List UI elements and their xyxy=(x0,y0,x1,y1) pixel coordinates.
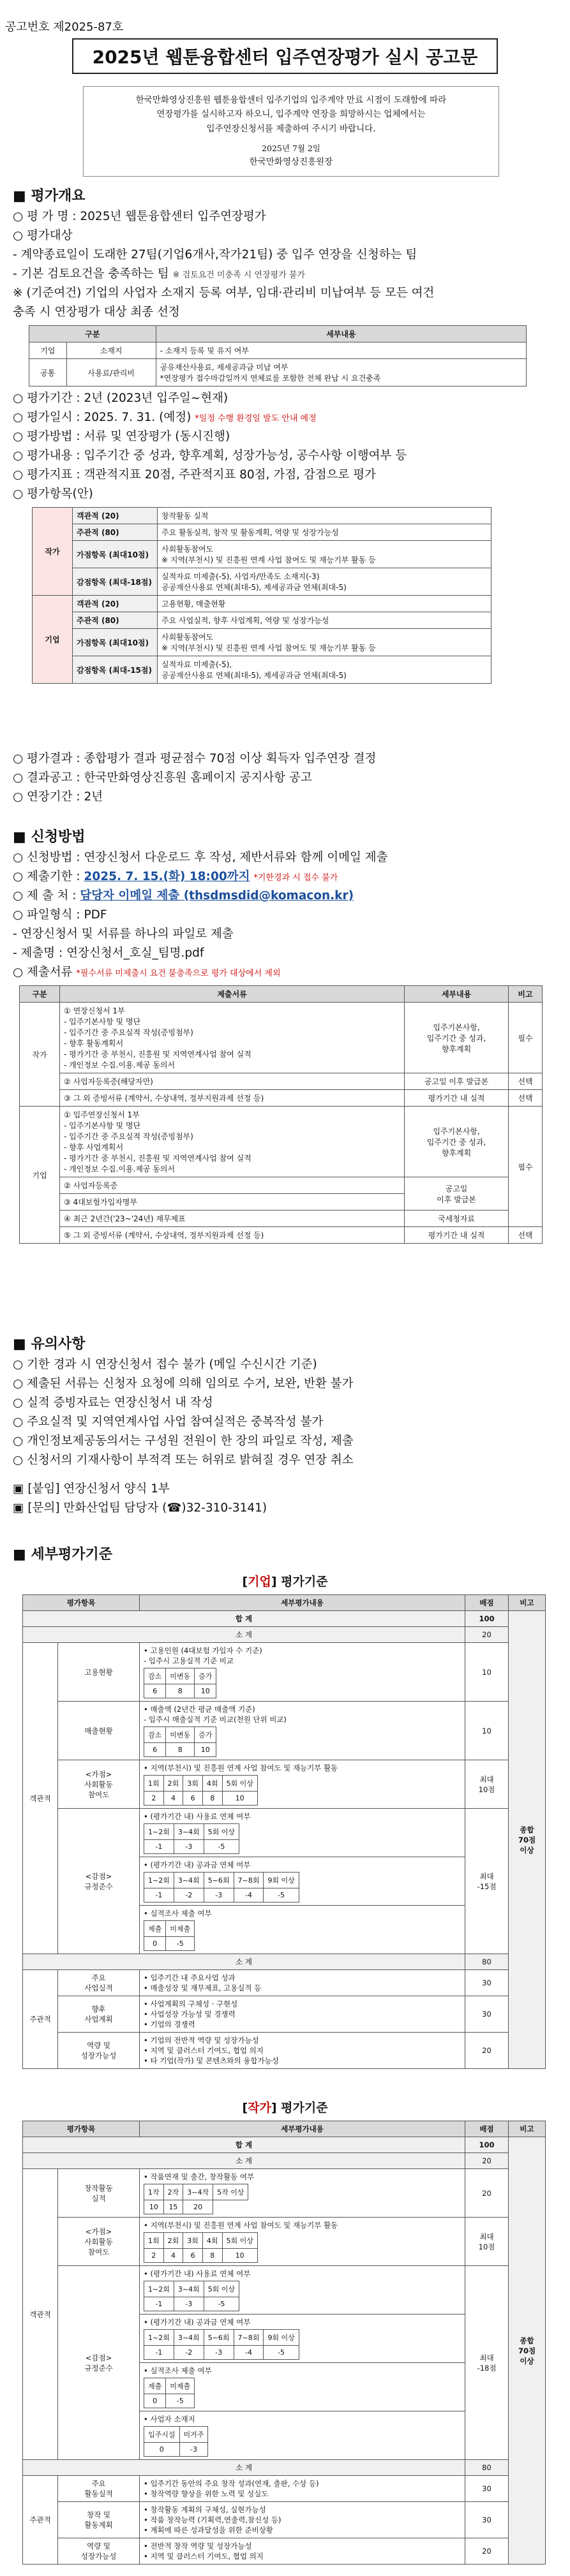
notes-line: ○ 주요실적 및 지역연계사업 사업 참여실적은 중복작성 불가 xyxy=(13,1415,324,1429)
intro-line: 한국만화영상진흥원 웹툰융합센터 입주기업의 입주계약 만료 시점이 도래함에 따라 xyxy=(135,95,447,105)
score-subtable: 1회 2회 3회 4회 5회 이상 2 4 6 8 10 xyxy=(144,1775,258,1806)
company-criteria-title: [기업] 평가기준 xyxy=(242,1575,328,1589)
overview-note: ※ 검토요건 미충족 시 연장평가 불가 xyxy=(172,270,305,280)
overview-line: ○ 평가대상 xyxy=(13,229,73,242)
criteria-row: • 실적조사 제출 여부 제출 미제출 0 -5 xyxy=(23,1906,546,1954)
criteria-row: • 사업자 소재지 입주시설 미거주 0 -3 xyxy=(23,2411,546,2460)
page-title: 2025년 웹툰융합센터 입주연장평가 실시 공고문 xyxy=(72,38,499,74)
criteria-row: <감점> 규정준수 • (평가기간 내) 사용료 연체 여부 1~2회 3~4회 5회 이상 -1 -3 -5 최대 -15점 xyxy=(23,1809,546,1857)
documents-table: 구분 제출서류 세부내용 비고 작가 ① 연장신청서 1부 - 입주기본사항 및 명단 - 입주기간 중 주요실적 작성(증빙첨부) - 향후 활동계획서 - 평가기간 중 부천시, 진흥원 및 지역연계사업 참여 실적 - 개인정보 수집.이용.제공 동의서 입주기본사항, 입주기간 중 성과, 향후계획 필수 ② 사업자등록증(해당자만) 공고일 이후 발급본 선택 ③ 그 외 증빙서류 (계약서, 수상내역, 정부지원과제 선정 등) 평가기간 내 실적 선택 기업 ① 입주연장신청서 1부 - 입주기본사항 및 명단 - 입주기간 중 주요실적 작성(증빙첨부) - 향후 사업계획서 - 평가기간 중 부천시, 진흥원 및 지역연계사업 참여 실적 - 개인정보 수집.이용.제공 동의서 입주기본사항, 입주기간 중 성과, 향후계획 필수 ② 사업자등록증 공고일 이후 발급본 ③ 4대보험가입자명부 ④ 최근 2년간('23~'24년) 재무제표 국세청자료 ⑤ 그 외 증빙서류 (계약서, 수상내역, 정부지원과제 선정 등) 평가기간 내 실적 선택 xyxy=(19,985,543,1244)
requirement-table: 구분 세부내용 기업 소재지 - 소재지 등록 및 유지 여부 공통 사용료/관리비 공유재산사용료, 제세공과금 미납 여부 *연장평가 접수마감일까지 연체료를 포함한 전체 완납 시 요건충족 xyxy=(29,325,527,386)
criteria-row: 역량 및 성장가능성 • 전반적 창작 역량 및 성장가능성 • 지역 및 클러스터 기여도, 협업 의지 20 xyxy=(23,2538,546,2565)
overview-line: ○ 평가지표 : 객관적지표 20점, 주관적지표 80점, 가점, 감점으로 평가 xyxy=(13,468,376,482)
criteria-row: 향후 사업계획 • 사업계획의 구체성 · 구현성 • 사업성장 가능성 및 경쟁력 • 기업의 경쟁력 30 xyxy=(23,1996,546,2033)
overview-line: ○ 평 가 명 : 2025년 웹툰융합센터 입주연장평가 xyxy=(13,210,266,223)
intro-date: 2025년 7월 2일 xyxy=(262,143,320,153)
notes-line: ○ 기한 경과 시 연장신청서 접수 불가 (메일 수신시간 기준) xyxy=(13,1358,317,1371)
score-subtable: 감소 미변동 증가 6 8 10 xyxy=(144,1668,216,1698)
apply-line: ○ 파일형식 : PDF xyxy=(13,908,107,922)
email-link[interactable]: 담당자 이메일 제출 (thsdmsdid@komacon.kr) xyxy=(80,889,354,902)
overview-line: ○ 평가항목(안) xyxy=(13,487,93,501)
score-subtable: 1~2회 3~4회 5회 이상 -1 -3 -5 xyxy=(144,1823,239,1854)
criteria-row: 주관적 주요 활동실적 • 입주기간 동안의 주요 창작 성과(연재, 출판, 수상 등) • 창작역량 향상을 위한 노력 및 성실도 30 xyxy=(23,2476,546,2502)
criteria-row: 객관적 창작활동 실적 • 작품연재 및 출간, 창작활동 여부 1작 2작 3~4작 5작 이상 10 15 20 20 xyxy=(23,2169,546,2218)
score-subtable: 제출 미제출 0 -5 xyxy=(144,1920,195,1951)
score-subtable: 입주시설 미거주 0 -3 xyxy=(144,2426,208,2457)
apply-email: ○ 제 출 처 : 담당자 이메일 제출 (thsdmsdid@komacon.kr) xyxy=(13,889,354,902)
overview-line: ○ 평가일시 : 2025. 7. 31. (예정) *일정 수행 환경일 발도 안내 예정 xyxy=(13,411,317,424)
apply-line: ○ 신청방법 : 연장신청서 다운로드 후 작성, 제반서류와 함께 이메일 제출 xyxy=(13,851,388,864)
notes-line: ○ 개인정보제공동의서는 구성원 전원이 한 장의 파일로 작성, 제출 xyxy=(13,1434,354,1448)
result-line: ○ 평가결과 : 종합평가 결과 평균점수 70점 이상 획득자 입주연장 결정 xyxy=(13,752,377,765)
writer-criteria-title: [작가] 평가기준 xyxy=(242,2101,328,2115)
intro-box xyxy=(83,86,499,177)
score-subtable: 1작 2작 3~4작 5작 이상 10 15 20 xyxy=(144,2184,248,2214)
apply-line: - 제출명 : 연장신청서_호실_팀명.pdf xyxy=(13,946,204,960)
criteria-row: 객관적 고용현황 • 고용인원 (4대보험 가입자 수 기준) - 입주시 고용실적 기준 비교 감소 미변동 증가 6 8 10 10 xyxy=(23,1643,546,1702)
result-line: ○ 결과공고 : 한국만화영상진흥원 홈페이지 공지사항 공고 xyxy=(13,771,312,784)
criteria-row: 매출현황 • 매출액 (2년간 평균 매출액 기준) - 입주시 매출실적 기준 비교(천원 단위 비교) 감소 미변동 증가 6 8 10 10 xyxy=(23,1702,546,1760)
criteria-row: <감점> 규정준수 • (평가기간 내) 사용료 연체 여부 1~2회 3~4회 5회 이상 -1 -3 -5 최대 -18점 xyxy=(23,2266,546,2315)
overview-line: - 계약종료일이 도래한 27팀(기업6개사,작가21팀) 중 입주 연장을 신청하는 팀 xyxy=(13,248,417,261)
title-wrap xyxy=(0,38,570,74)
intro-line: 연장평가를 실시하고자 하오니, 입주계약 연장을 희망하시는 업체에서는 xyxy=(156,109,426,120)
section-notes-heading: ■ 유의사항 xyxy=(13,1336,86,1352)
section-apply-heading: ■ 신청방법 xyxy=(13,829,86,845)
criteria-row: <가점> 사회활동 참여도 • 지역(부천시) 및 진흥원 연계 사업 참여도 및 재능기부 활동 1회 2회 3회 4회 5회 이상 2 4 6 8 10 최대 10점 xyxy=(23,2218,546,2266)
criteria-row: • 실적조사 제출 여부 제출 미제출 0 -5 xyxy=(23,2363,546,2411)
score-subtable: 1~2회 3~4회 5~6회 7~8회 9회 이상 -1 -2 -3 -4 -5 xyxy=(144,2329,299,2360)
apply-deadline: ○ 제출기한 : 2025. 7. 15.(화) 18:00까지 *기한경과 시 접수 불가 xyxy=(13,870,338,883)
score-subtable: 1회 2회 3회 4회 5회 이상 2 4 6 8 10 xyxy=(144,2232,258,2263)
result-line: ○ 연장기간 : 2년 xyxy=(13,790,103,804)
score-subtable: 제출 미제출 0 -5 xyxy=(144,2378,195,2408)
notes-line: ○ 신청서의 기재사항이 부적격 또는 허위로 밝혀질 경우 연장 취소 xyxy=(13,1454,354,1467)
score-subtable: 1~2회 3~4회 5회 이상 -1 -3 -5 xyxy=(144,2281,239,2311)
overview-line: ○ 평가방법 : 서류 및 연장평가 (동시진행) xyxy=(13,430,230,443)
overview-line: ○ 평가기간 : 2년 (2023년 입주일~현재) xyxy=(13,392,229,405)
score-subtable: 1~2회 3~4회 5~6회 7~8회 9회 이상 -1 -2 -3 -4 -5 xyxy=(144,1872,299,1903)
announcement-number: 공고번호 제2025-87호 xyxy=(5,20,124,34)
attachment-line: ▣ [붙임] 연장신청서 양식 1부 xyxy=(13,1482,170,1496)
notes-line: ○ 실적 증빙자료는 연장신청서 내 작성 xyxy=(13,1396,213,1409)
apply-line: - 연장신청서 및 서류를 하나의 파일로 제출 xyxy=(13,927,234,941)
score-subtable: 감소 미변동 증가 6 8 10 xyxy=(144,1726,216,1757)
notes-line: ○ 제출된 서류는 신청자 요청에 의해 임의로 수거, 보완, 반환 불가 xyxy=(13,1377,354,1390)
criteria-row: • (평가기간 내) 공과금 연체 여부 1~2회 3~4회 5~6회 7~8회 9회 이상 -1 -2 -3 -4 -5 xyxy=(23,1857,546,1906)
criteria-row: <가점> 사회활동 참여도 • 지역(부천시) 및 진흥원 연계 사업 참여도 및 재능기부 활동 1회 2회 3회 4회 5회 이상 2 4 6 8 10 최대 10점 xyxy=(23,1760,546,1809)
company-criteria-table: 평가항목 세부평가내용 배점 비고 합 계 100 종합 70점 이상 소 계 20 객관적 고용현황 • 고용인원 (4대보험 가입자 수 기준) - 입주시 고용실적 기준 비교 감소 미변동 증가 6 8 10 10 매출현황 • 매출액 (2년간 평균 매출액 기준) - 입주시 매출실적 기준 비교(천원 단위 비교) 감소 미변동 증가 6 8 10 10 <가점> 사회활동 참여도 • 지역(부천시) 및 진흥원 연계 사업 참여도 및 재능기부 활동 1회 2회 3회 4회 5회 이상 2 4 6 8 10 최대 10점 <감점> 규정준수 • (평가기간 내) 사용료 연체 여부 1~2회 3~4회 5회 이상 -1 -3 -5 최대 -15점 • (평가기간 내) 공과금 연체 여부 1~2회 3~4회 5~6회 7~8회 9회 이상 -1 -2 -3 -4 -5 • 실적조사 제출 여부 제출 미제출 0 -5 소 계 80 주관적 주요 사업실적 • 입주기간 내 주요사업 성과 • 매출성장 및 재무제표, 고용실적 등 30 향후 사업계획 • 사업계획의 구체성 · 구현성 • 사업성장 가능성 및 경쟁력 • 기업의 경쟁력 30 역량 및 성장가능성 • 기업의 전반적 역량 및 성장가능성 • 지역 및 클러스터 기여도, 협업 의지 • 타 기업(작가) 및 콘텐츠와의 융합가능성 20 xyxy=(22,1594,546,2069)
overview-line: - 기본 검토요건을 충족하는 팀 ※ 검토요건 미충족 시 연장평가 불가 xyxy=(13,267,305,281)
apply-line: ○ 제출서류 *필수서류 미제출시 요건 불충족으로 평가 대상에서 제외 xyxy=(13,966,281,979)
overview-line: 충족 시 연장평가 대상 최종 선정 xyxy=(13,305,180,319)
criteria-row: 주관적 주요 사업실적 • 입주기간 내 주요사업 성과 • 매출성장 및 재무제표, 고용실적 등 30 xyxy=(23,1970,546,1996)
intro-issuer: 한국만화영상진흥원장 xyxy=(249,157,333,168)
section-criteria-heading: ■ 세부평가기준 xyxy=(13,1547,112,1563)
criteria-row: 역량 및 성장가능성 • 기업의 전반적 역량 및 성장가능성 • 지역 및 클러스터 기여도, 협업 의지 • 타 기업(작가) 및 콘텐츠와의 융합가능성 20 xyxy=(23,2033,546,2069)
intro-line: 입주연장신청서를 제출하여 주시기 바랍니다. xyxy=(206,123,376,134)
section-overview-heading: ■ 평가개요 xyxy=(13,188,86,204)
criteria-row: • (평가기간 내) 공과금 연체 여부 1~2회 3~4회 5~6회 7~8회 9회 이상 -1 -2 -3 -4 -5 xyxy=(23,2315,546,2363)
overview-line: ○ 평가내용 : 입주기간 중 성과, 향후계획, 성장가능성, 공수사항 이행여부 등 xyxy=(13,449,407,462)
overview-line: ※ (기준여건) 기업의 사업자 소재지 등록 여부, 임대·관리비 미납여부 등 모든 여건 xyxy=(13,286,435,300)
eval-items-table: 작가 객관적 (20) 창작활동 실적 주관적 (80) 주요 활동실적, 창작 및 활동계획, 역량 및 성장가능성 가점항목 (최대10점) 사회활동참여도 ※ 지역(부천시) 및 진흥원 연계 사업 참여도 및 재능기부 활동 등 감점항목 (최대-18점) 실적자료 미제출(-5), 사업자/만족도 소재지(-3) 공공재산사용료 연체(최대-5), 제세공과금 연체(최대-5) 기업 객관적 (20) 고용현황, 매출현황 주관적 (80) 주요 사업실적, 향후 사업계획, 역량 및 성장가능성 가점항목 (최대10점) 사회활동참여도 ※ 지역(부천시) 및 진흥원 연계 사업 참여도 및 재능기부 활동 등 감점항목 (최대-15점) 실적자료 미제출(-5), 공공재산사용료 연체(최대-5), 제세공과금 연체(최대-5) xyxy=(32,507,491,684)
criteria-row: 창작 및 활동계획 • 창작활동 계획의 구체성, 실현가능성 • 작품 창작능력 (기획력,연출력,참신성 등) • 계획에 따른 성과달성을 위한 준비상황 30 xyxy=(23,2502,546,2538)
contact-line: ▣ [문의] 만화산업팀 담당자 (☎)32-310-3141) xyxy=(13,1501,267,1515)
writer-criteria-table: 평가항목 세부평가내용 배점 비고 합 계 100 종합 70점 이상 소 계 20 객관적 창작활동 실적 • 작품연재 및 출간, 창작활동 여부 1작 2작 3~4작 5작 이상 10 15 20 20 <가점> 사회활동 참여도 • 지역(부천시) 및 진흥원 연계 사업 참여도 및 재능기부 활동 1회 2회 3회 4회 5회 이상 2 4 6 8 10 최대 10점 <감점> 규정준수 • (평가기간 내) 사용료 연체 여부 1~2회 3~4회 5회 이상 -1 -3 -5 최대 -18점 • (평가기간 내) 공과금 연체 여부 1~2회 3~4회 5~6회 7~8회 9회 이상 -1 -2 -3 -4 -5 • 실적조사 제출 여부 제출 미제출 0 -5 • 사업자 소재지 입주시설 미거주 0 -3 소 계 80 주관적 주요 활동실적 • 입주기간 동안의 주요 창작 성과(연재, 출판, 수상 등) • 창작역량 향상을 위한 노력 및 성실도 30 창작 및 활동계획 • 창작활동 계획의 구체성, 실현가능성 • 작품 창작능력 (기획력,연출력,참신성 등) • 계획에 따른 성과달성을 위한 준비상황 30 역량 및 성장가능성 • 전반적 창작 역량 및 성장가능성 • 지역 및 클러스터 기여도, 협업 의지 20 xyxy=(22,2121,546,2565)
